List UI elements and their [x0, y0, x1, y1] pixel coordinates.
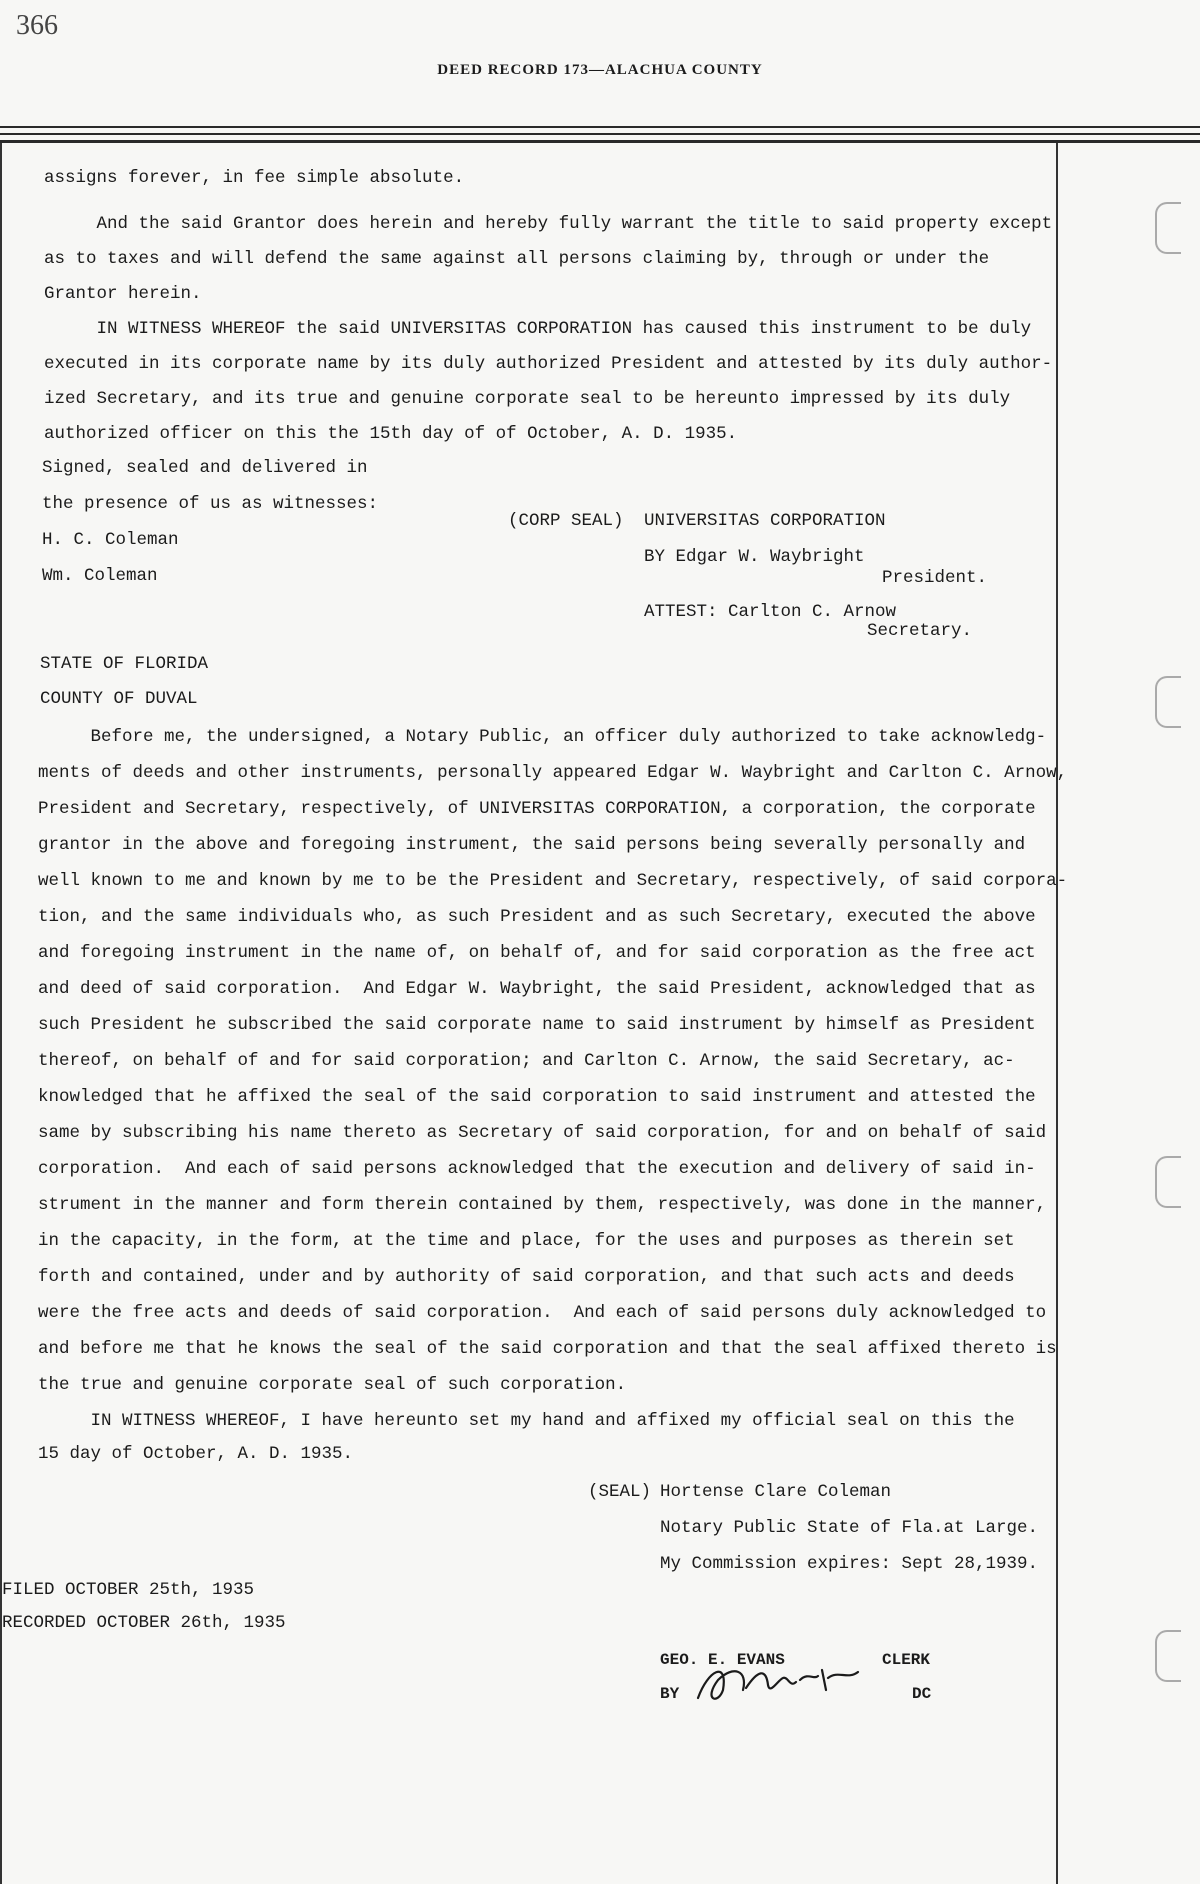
notary-commission: My Commission expires: Sept 28,1939. — [660, 1554, 1039, 1574]
deed-text-line: assigns forever, in fee simple absolute. — [44, 168, 465, 188]
acknowledgment-line: President and Secretary, respectively, of UNIVERSITAS CORPORATION, a corporation, the corporate — [38, 799, 1036, 819]
acknowledgment-line: thereof, on behalf of and for said corporation; and Carlton C. Arnow, the said Secretary, ac- — [38, 1051, 1015, 1071]
recorded-date: RECORDED OCTOBER 26th, 1935 — [2, 1613, 286, 1633]
acknowledgment-line: the true and genuine corporate seal of such corporation. — [38, 1375, 627, 1395]
header-rule — [0, 140, 1200, 143]
acknowledgment-line: knowledged that he affixed the seal of the said corporation to said instrument and attested the — [38, 1087, 1036, 1107]
corp-seal-label: (CORP SEAL) — [508, 511, 624, 531]
deed-text-line: ized Secretary, and its true and genuine corporate seal to be hereunto impressed by its duly — [44, 389, 1011, 409]
venue-state: STATE OF FLORIDA — [40, 654, 209, 674]
acknowledgment-line: well known to me and known by me to be the President and Secretary, respectively, of said corpora- — [38, 871, 1068, 891]
deed-text-line: And the said Grantor does herein and hereby fully warrant the title to said property except — [44, 214, 1053, 234]
acknowledgment-line: and before me that he knows the seal of the said corporation and that the seal affixed thereto is — [38, 1339, 1057, 1359]
witness-name: Wm. Coleman — [42, 566, 158, 586]
binder-hole — [1155, 1630, 1181, 1682]
acknowledgment-line: in the capacity, in the form, at the time and place, for the uses and purposes as therein set — [38, 1231, 1015, 1251]
secretary-title: Secretary. — [867, 621, 973, 641]
header-rule — [0, 126, 1200, 128]
binder-hole — [1155, 202, 1181, 254]
acknowledgment-line: grantor in the above and foregoing instrument, the said persons being severally personally and — [38, 835, 1026, 855]
deputy-clerk-label: DC — [912, 1685, 932, 1703]
president-title: President. — [882, 568, 988, 588]
right-margin-line — [1056, 143, 1058, 1884]
page-number: 366 — [16, 10, 58, 41]
acknowledgment-line: Before me, the undersigned, a Notary Public, an officer duly authorized to take acknowledg- — [38, 727, 1047, 747]
clerk-title: CLERK — [882, 1651, 931, 1669]
deed-text-line: executed in its corporate name by its duly authorized President and attested by its duly author- — [44, 354, 1053, 374]
deed-text-line: as to taxes and will defend the same against all persons claiming by, through or under the — [44, 249, 990, 269]
header-rule — [0, 133, 1200, 135]
corporation-name: UNIVERSITAS CORPORATION — [644, 511, 886, 531]
deed-text-line: Grantor herein. — [44, 284, 202, 304]
clerk-by-label: BY — [660, 1685, 680, 1703]
acknowledgment-line: and deed of said corporation. And Edgar W. Waybright, the said President, acknowledged that as — [38, 979, 1036, 999]
deed-text-line: the presence of us as witnesses: — [42, 494, 379, 514]
acknowledgment-line: same by subscribing his name thereto as Secretary of said corporation, for and on behalf of said — [38, 1123, 1047, 1143]
deputy-signature — [688, 1650, 878, 1710]
acknowledgment-line: corporation. And each of said persons acknowledged that the execution and delivery of said in- — [38, 1159, 1036, 1179]
page-title: DEED RECORD 173—ALACHUA COUNTY — [437, 62, 763, 78]
acknowledgment-line: and foregoing instrument in the name of, on behalf of, and for said corporation as the free act — [38, 943, 1036, 963]
deed-text-line: IN WITNESS WHEREOF the said UNIVERSITAS CORPORATION has caused this instrument to be duly — [44, 319, 1032, 339]
acknowledgment-line: such President he subscribed the said corporate name to said instrument by himself as President — [38, 1015, 1036, 1035]
notary-title: Notary Public State of Fla.at Large. — [660, 1518, 1039, 1538]
acknowledgment-line: 15 day of October, A. D. 1935. — [38, 1444, 354, 1464]
acknowledgment-line: tion, and the same individuals who, as such President and as such Secretary, executed the above — [38, 907, 1036, 927]
notary-name: Hortense Clare Coleman — [660, 1482, 892, 1502]
acknowledgment-line: ments of deeds and other instruments, personally appeared Edgar W. Waybright and Carlton C. Arnow, — [38, 763, 1068, 783]
acknowledgment-line: were the free acts and deeds of said corporation. And each of said persons duly acknowledged to — [38, 1303, 1047, 1323]
deed-text-line: Signed, sealed and delivered in — [42, 458, 368, 478]
binder-hole — [1155, 676, 1181, 728]
notary-seal-label: (SEAL) — [588, 1482, 652, 1502]
acknowledgment-line: forth and contained, under and by authority of said corporation, and that such acts and deeds — [38, 1267, 1015, 1287]
clerk-name: GEO. E. EVANS — [660, 1651, 785, 1669]
acknowledgment-line: strument in the manner and form therein contained by them, respectively, was done in the manner, — [38, 1195, 1047, 1215]
filed-date: FILED OCTOBER 25th, 1935 — [2, 1580, 255, 1600]
venue-county: COUNTY OF DUVAL — [40, 689, 198, 709]
witness-name: H. C. Coleman — [42, 530, 179, 550]
president-signature: BY Edgar W. Waybright — [644, 547, 865, 567]
binder-hole — [1155, 1156, 1181, 1208]
attest-signature: ATTEST: Carlton C. Arnow — [644, 602, 897, 622]
deed-text-line: authorized officer on this the 15th day of of October, A. D. 1935. — [44, 424, 738, 444]
acknowledgment-line: IN WITNESS WHEREOF, I have hereunto set my hand and affixed my official seal on this the — [38, 1411, 1015, 1431]
